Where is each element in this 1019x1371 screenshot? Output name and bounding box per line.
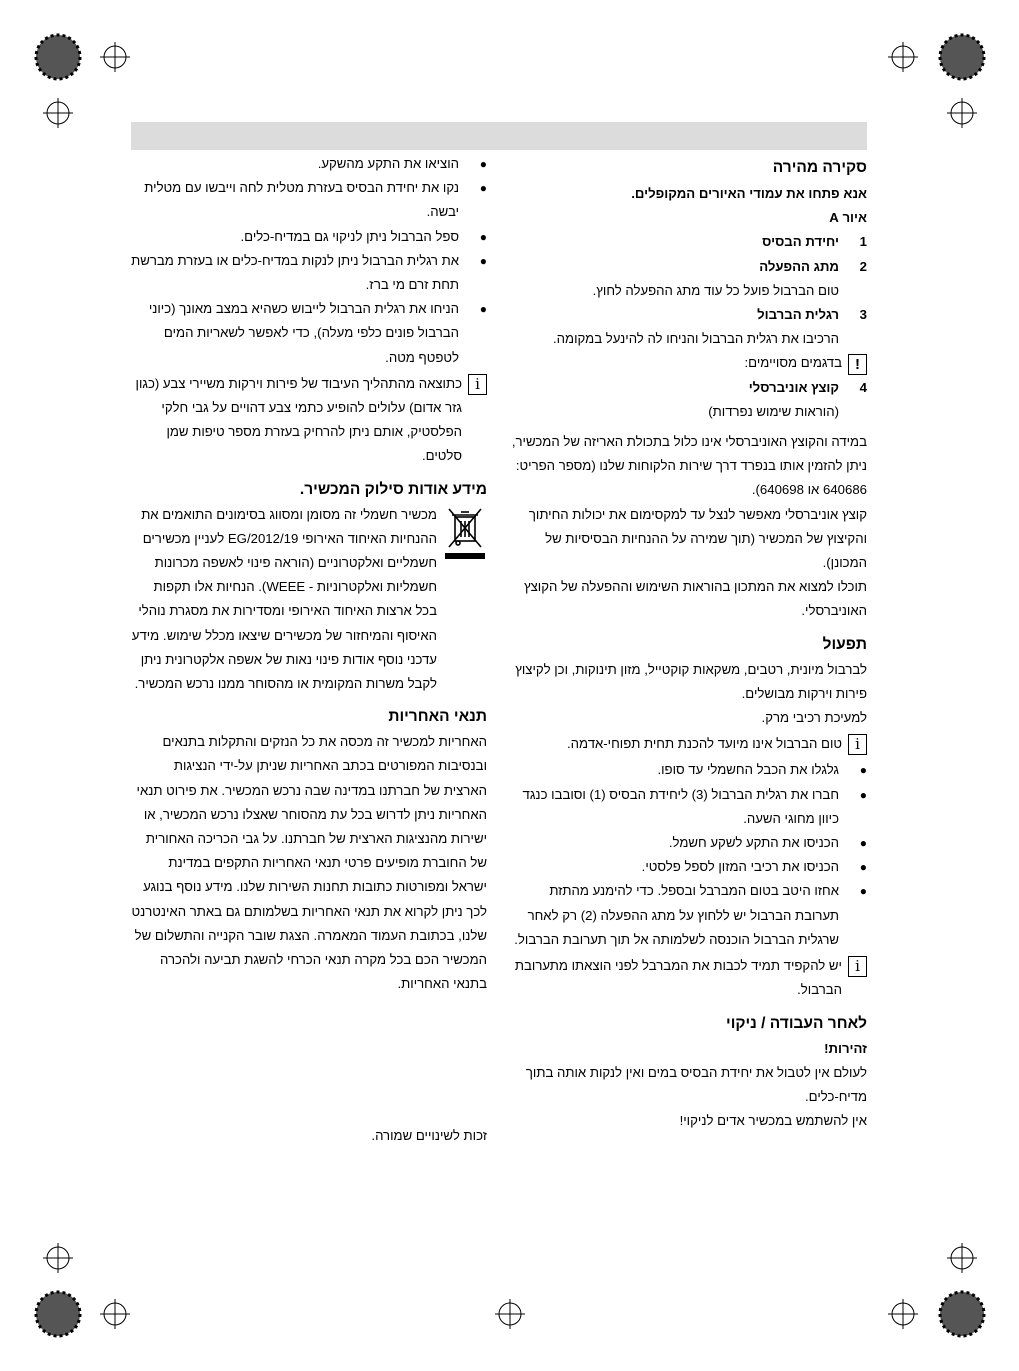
models-note [511,351,867,375]
list-item: ● ספל הברבול ניתן לניקוי גם במדיח-כלים. [131,225,487,249]
info-note [131,372,487,469]
part-label: יחידת הבסיס [762,234,839,250]
crosshair-mark [888,42,918,72]
intro-text: אנא פתחו את עמודי האיורים המקופלים. [631,186,867,201]
part-item [511,230,867,254]
part-description: טום הברבול פועל כל עוד מתג ההפעלה לחוץ. [592,282,839,298]
bullet-icon: ● [859,787,867,802]
bullet-icon: ● [479,157,487,171]
paragraph: קוצץ אוניברסלי מאפשר לנצל עד למקסימום את יכולות החיתוך והקיצוץ של המכשיר (תוך שמירה על ההנחיות הבסיסיות של המכונן). [528,506,867,571]
crosshair-mark [43,98,73,128]
disposal-title: מידע אודות סילוק המכשיר. [299,480,487,498]
info-note-text: יש להקפיד תמיד לכבות את המברבל לפני הוצאתו מתערובת הברבול. [514,958,842,998]
star-target-mark [36,35,80,79]
crosshair-mark [100,1299,130,1329]
paragraph: במידה והקוצץ האוניברסלי אינו כלול בתכולת האריזה של המכשיר, ניתן להזמין אותו בנפרד דרך שירות הלקוחות שלנו (מספר הפריט: 640686 או 640698). [511,434,867,498]
crosshair-mark [947,1243,977,1273]
list-item: ● את רגלית הברבול ניתן לנקות במדיח-כלים או בעזרת מברשת תחת זרם מי ברז. [131,249,487,297]
info-note-text: כתוצאה מהתהליך העיבוד של פירות וירקות משיירי צבע (כגון גזר אדום) עלולים להופיע כתמי צבע דהויים על גבי חלקי הפלסטיק, אותם ניתן להרחיק בעזרת מספר טיפות שמן סלטים. [135,375,462,464]
header-band [131,122,867,150]
list-item: ● הניחו את רגלית הברבול לייבוש כשהיא במצב מאונך (כיוני הברבול פונים כלפי מעלה), כדי לאפשר לשאריות המים לטפטף מטה. [131,297,487,370]
part-item [511,376,867,400]
part-number: 1 [859,234,867,250]
left-column [131,152,487,997]
cleaning-title: לאחר העבודה / ניקוי [726,1014,867,1032]
right-column [511,152,867,1133]
bullet-icon: ● [859,860,867,875]
warning-icon: ! [848,354,867,375]
warranty-title: תנאי האחריות [388,708,487,726]
bullet-icon: ● [859,884,867,899]
crosshair-mark [100,42,130,72]
part-number: 3 [859,307,867,323]
bullet-icon: ● [859,763,867,778]
list-item: ● גלגלו את הכבל החשמלי עד סופו. [511,758,867,782]
star-target-mark [940,35,984,79]
crosshair-mark [888,1299,918,1329]
caution-label: זהירות! [824,1040,867,1056]
part-label: קוצץ אוניברסלי [748,379,839,395]
bullet-icon: ● [479,181,487,196]
list-item: ● הוציאו את התקע מהשקע. [131,152,487,176]
bullet-icon: ● [859,836,867,851]
disposal-text: מכשיר חשמלי זה מסומן ומסווג בסימונים התואמים את ההנחיות האיחוד האירופי 2012/19/EG לעניין מכשירים חשמליים ואלקטרוניים (הוראה פינוי לאשפה מכרונות חשמליות ואלקטרוניות - WEEE). הנחיות אלו תקפות בכל ארצות האיחוד האירופי ומסדירות את מסגרת נוהלי האיסוף והמיחזור של מכשירים שיצאו מכלל שימוש. מידע עדכני נוסף אודות פינוי נאות של אשפה אלקטרונית ניתן לקבל משרות המקומית או מהסוחר ממנו נרכש המכשיר. [131,506,437,692]
part-number: 4 [859,379,867,395]
part-item [511,303,867,327]
quick-overview-title: סקירה מהירה [772,159,867,176]
info-note-text: טום הברבול אינו מיועד להכנת תחית תפוחי-אדמה. [567,736,842,752]
paragraph: אין להשתמש במכשיר אדים לניקוי! [679,1113,867,1129]
info-note [511,732,867,756]
list-item: ● הכניסו את רכיבי המזון לספל פלסטי. [511,855,867,879]
paragraph: לברבול מיונית, רטבים, משקאות קוקטייל, מזון תינוקות, וכן לקיצוץ פירות וירקות מבושלים. [515,661,867,701]
star-target-mark [36,1292,80,1336]
figure-label: איור A [829,210,867,226]
part-number: 2 [859,258,867,274]
list-item: ● חברו את רגלית הברבול (3) ליחידת הבסיס (1) וסובבו כנגד כיוון מחוגי השעה. [511,783,867,831]
bullet-icon: ● [479,302,487,317]
crosshair-mark [947,98,977,128]
part-item [511,255,867,279]
paragraph: תוכלו למצוא את המתכון בהוראות השימוש וההפעלה של הקוצץ האוניברסלי. [523,579,867,619]
star-target-mark [940,1292,984,1336]
info-icon: i [848,956,867,977]
paragraph: למעיכת רכיבי מרק. [761,710,867,726]
footer-note: זכות לשינויים שמורה. [371,1128,487,1143]
operation-title: תפעול [822,635,867,653]
crosshair-mark [495,1299,525,1329]
models-note-text: בדגמים מסויימים: [744,355,842,371]
part-label: רגלית הברבול [757,307,839,323]
list-item: ● נקו את יחידת הבסיס בעזרת מטלית לחה וייבשו עם מטלית יבשה. [131,176,487,224]
crossed-bin-icon [437,503,487,697]
part-description: הרכיבו את רגלית הברבול והניחו לה להינעל במקומה. [552,331,839,347]
list-item: ● הכניסו את התקע לשקע חשמל. [511,831,867,855]
disposal-block [131,503,487,697]
crosshair-mark [43,1243,73,1273]
info-icon: i [848,734,867,755]
info-note [511,954,867,1002]
info-icon: i [468,374,487,395]
paragraph: לעולם אין לטבול את יחידת הבסיס במים ואין לנקות אותה בתוך מדיח-כלים. [525,1064,867,1104]
bullet-icon: ● [479,253,487,268]
bullet-icon: ● [479,229,487,244]
warranty-text: האחריות למכשיר זה מכסה את כל הנזקים והתקלות בתנאים ובנסיבות המפורטים בכתב האחריות שניתן על-ידי הנציגות הארצית של חברתנו במדינה שבה נרכש המכשיר. את פירוט תנאי האחריות ניתן לדרוש בכל עת מהסוחר שאצלו נרכש המכשיר, או ישירות מהנציגות הארצית של חברתנו. על גבי הכריכה האחורית של החוברת מופיעים פרטי תנאי האחריות התקפים במדינת ישראל ומפורטות כתובות תחנות השירות שלנו. מידע נוסף בנוגע לכך ניתן לקרוא את תנאי האחריות בשלמותם גם באתר האינטרנט שלנו, בכתובת העמוד המאמרה. הצגת שובר הקנייה והתשלום של המכשיר הכם בכל מקרה תנאי הכרחי להשגת תביעה ולהכרה בתנאי האחריות. [131,734,487,992]
part-description: (הוראות שימוש נפרדות) [708,403,839,419]
list-item: ● אחזו היטב בטום המברבל ובספל. כדי להימנע מהתזת תערובת הברבול יש ללחוץ על מתג ההפעלה (2) רק לאחר שרגלית הברבול הוכנסה לשלמותה אל תוך תערובת הברבול. [511,879,867,952]
part-label: מתג ההפעלה [759,258,839,274]
